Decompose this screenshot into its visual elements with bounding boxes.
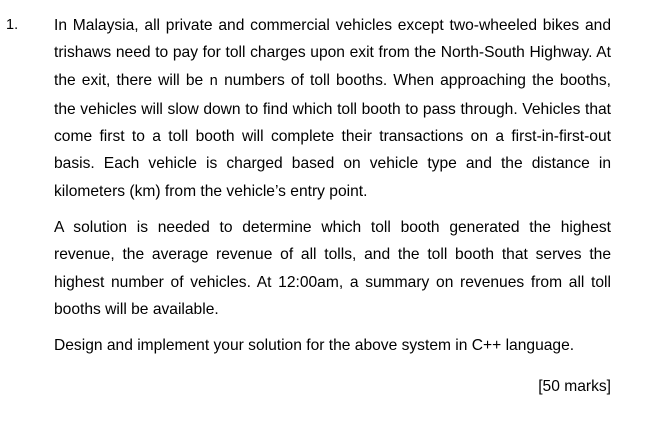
paragraph-problem-description — [54, 12, 611, 205]
question-body — [54, 12, 611, 360]
paragraph-solution-requirements: A solution is needed to determine which toll booth generated the highest revenue, the average revenue of all tolls, and the toll booth that serves the highest number of vehicles. At 12:00am, a summary on revenues from all toll booths will be available. — [54, 219, 611, 318]
question-number: 1. — [6, 17, 19, 33]
marks-label: [50 marks] — [538, 378, 611, 395]
variable-n: n — [209, 73, 219, 90]
paragraph-1-text-b: numbers of toll booths. When approaching the booths, the vehicles will slow down to find which toll booth to pass through. Vehicles that come first to a toll booth will complete their transactions on a first-in-first-out basis. Each vehicle is charged based on vehicle type and the distance in kilometers (km) from the vehicle’s entry point. — [54, 71, 611, 200]
paragraph-task-instruction: Design and implement your solution for the above system in C++ language. — [54, 337, 575, 355]
paragraph-1-text-a: In Malaysia, all private and commercial vehicles except two-wheeled bikes and trishaws need to pay for toll charges upon exit from the North-South Highway. At the exit, there will be — [54, 17, 611, 89]
